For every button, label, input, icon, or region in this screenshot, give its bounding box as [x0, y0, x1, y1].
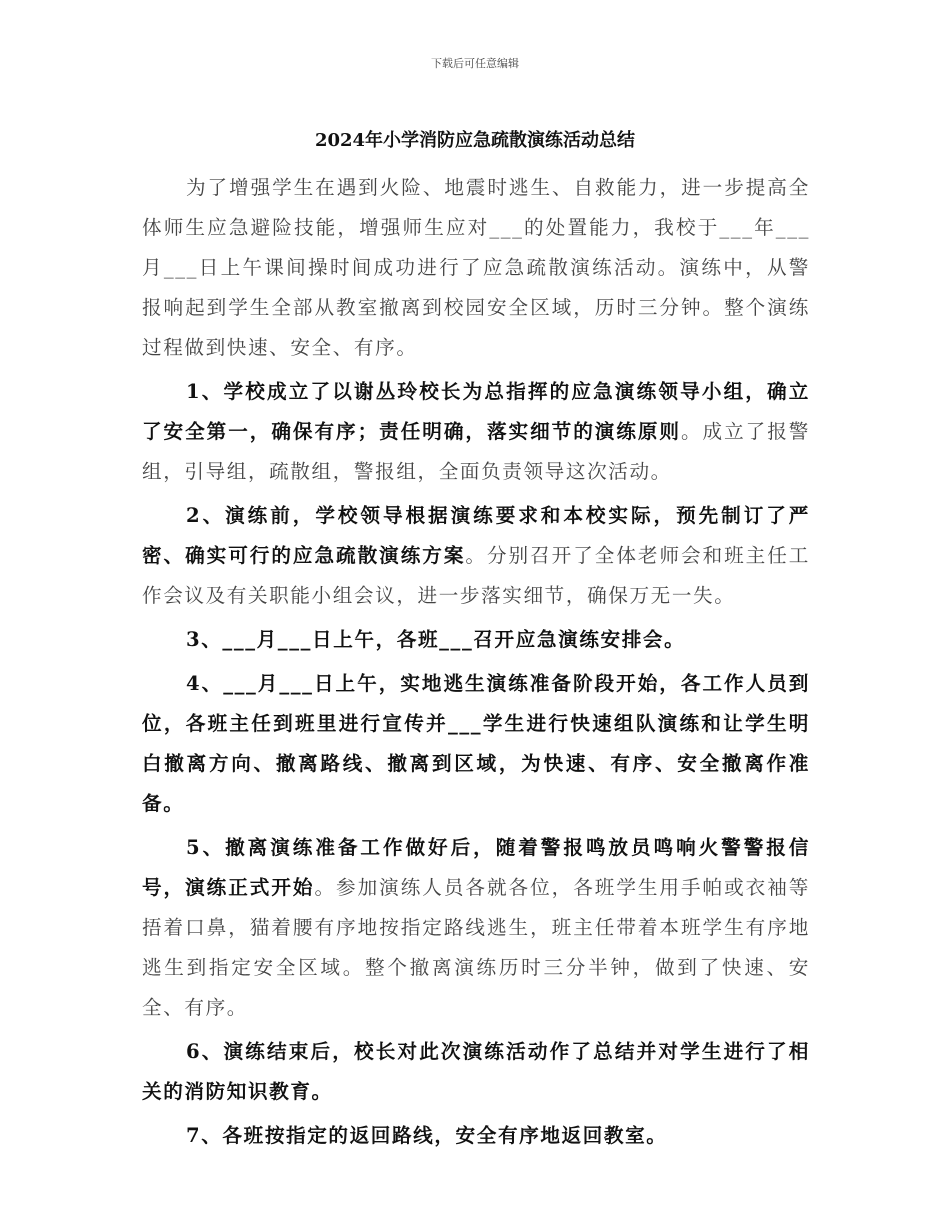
paragraph-text: 。成立了报警组，引导组，疏散组，警报组，全面负责领导这次活动。 — [142, 420, 810, 483]
paragraph-text: 。分别召开了全体老师会和班主任工作会议及有关职能小组会议，进一步落实细节，确保万无一失。 — [142, 544, 810, 607]
paragraph-4 — [142, 664, 810, 824]
paragraph-text: 。参加演练人员各就各位，各班学生用手帕或衣袖等捂着口鼻，猫着腰有序地按指定路线逃生，班主任带着本班学生有序地逃生到指定安全区域。整个撤离演练历时三分半钟，做到了快速、安全、有序。 — [142, 876, 810, 1019]
document-title: 2024年小学消防应急疏散演练活动总结 — [314, 130, 636, 151]
paragraph-bold-text: 2、演练前，学校领导根据演练要求和本校实际，预先制订了严密、确实可行的应急疏散演练方案 — [142, 504, 810, 567]
paragraph-bold-text: 3、___月___日上午，各班___召开应急演练安排会。 — [186, 628, 686, 651]
paragraph-7 — [142, 1116, 810, 1156]
paragraph-bold-text: 4、___月___日上午，实地逃生演练准备阶段开始，各工作人员到位，各班主任到班里进行宣传并___学生进行快速组队演练和让学生明白撤离方向、撤离路线、撤离到区域，为快速、有序、安全撤离作准备。 — [142, 672, 810, 815]
paragraph-text: 为了增强学生在遇到火险、地震时逃生、自救能力，进一步提高全体师生应急避险技能，增强师生应对___的处置能力，我校于___年___月___日上午课间操时间成功进行了应急疏散演练活动。演练中，从警报响起到学生全部从教室撤离到校园安全区域，历时三分钟。整个演练过程做到快速、安全、有序。 — [142, 176, 810, 359]
paragraph-5 — [142, 828, 810, 1028]
paragraph-3 — [142, 620, 810, 660]
paragraph-6 — [142, 1032, 810, 1112]
paragraph-bold-text: 6、演练结束后，校长对此次演练活动作了总结并对学生进行了相关的消防知识教育。 — [142, 1040, 810, 1103]
header-note: 下载后可任意编辑 — [431, 57, 519, 70]
paragraph-intro — [142, 168, 810, 368]
paragraph-bold-text: 1、学校成立了以谢丛玲校长为总指挥的应急演练领导小组，确立了安全第一，确保有序；责任明确，落实细节的演练原则 — [142, 380, 810, 443]
paragraph-bold-text: 5、撤离演练准备工作做好后，随着警报鸣放员鸣响火警警报信号，演练正式开始 — [142, 836, 810, 899]
document-body — [142, 168, 810, 1160]
paragraph-bold-text: 7、各班按指定的返回路线，安全有序地返回教室。 — [186, 1124, 668, 1147]
paragraph-1 — [142, 372, 810, 492]
paragraph-2 — [142, 496, 810, 616]
